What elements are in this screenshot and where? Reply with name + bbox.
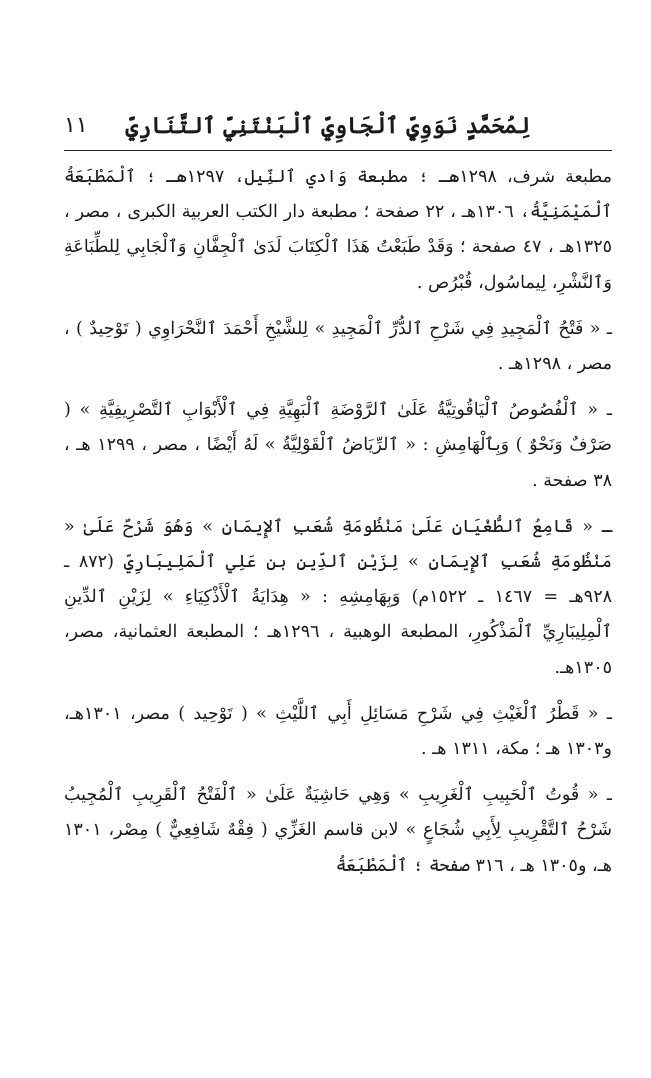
running-header <box>64 108 612 144</box>
bibliography-text <box>64 160 612 884</box>
bibliography-entry: مطبعة شرف، ١٢٩٨هـ ؛ مطبعة وَادي ٱلنِّيل، ١٢٩٧هـ ؛ ٱلْمَطْبَعَةُ ٱلْمَيْمَنِيَّةُ، ١٣٠٦هـ ، ٢٢ صفحة ؛ مطبعة دار الكتب العربية الكبرى ، مصر ، ١٣٢٥هـ ، ٤٧ صفحة ؛ وَقَدْ طَبَعْتُ هَذَا ٱلْكِتَابَ لَدَىٰ ٱلْجِفَّانِ وَٱلْجَابِي لِلطِّبَاعَةِ وَٱلنَّشْرِ، لِيماسُول، قُبْرُص . <box>64 167 612 293</box>
header-rule <box>64 150 612 151</box>
bibliography-entry: ـ « قُوتُ ٱلْحَبِيبِ ٱلْغَرِيبِ » وَهِي حَاشِيَةٌ عَلَىٰ « ٱلْفَتْحُ ٱلْقَرِيبِ ٱلْمُجِيبُ شَرْحُ ٱلتَّقْرِيبِ لِأَبِي شُجَاعٍ » لابن قاسم الغَزِّي ( فِقْهٌ شَافِعِيٌّ ) مِصْر، ١٣٠١ هـ، و١٣٠٥ هـ ، ٣١٦ صفحة ؛ ٱلْمَطْبَعَةُ <box>64 785 612 876</box>
page-number: ١١ <box>64 113 88 138</box>
bibliography-entry: ـ « فَتْحُ ٱلْمَجِيدِ فِي شَرْحِ ٱلدُّرِّ ٱلْمَجِيدِ » لِلشَّيْخِ أَحْمَدَ ٱلنَّحْرَاوِي ( تَوْحِيدٌ ) ، مصر ، ١٢٩٨هـ . <box>64 318 612 375</box>
bibliography-entry: ـ « ٱلْفُصُوصُ ٱلْيَاقُوتِيَّةُ عَلَىٰ ٱلرَّوْضَةِ ٱلْبَهِيَّةِ فِي ٱلْأَبْوَابِ ٱلتَّصْرِيفِيَّةِ » ( صَرْفٌ وَنَحْوٌ ) وَبِٱلْهَامِشِ : « ٱلرِّيَاضُ ٱلْقَوْلِيَّةُ » لَهُ أَيْضًا ، مصر ، ١٢٩٩ هـ ، ٣٨ صفحة . <box>64 400 612 491</box>
running-title: لِمُحَمَّدٍ نَوَوِيٍّ ٱلْجَاوِيِّ ٱلْبَنْتَنِيِّ ٱلتَّنَارِيِّ <box>125 113 530 139</box>
bibliography-entry: ـ « قَامِعُ ٱلطُّغْيَانِ عَلَىٰ مَنْظُومَةِ شُعَبِ ٱلإِيمَانِ » وَهُوَ شَرْحٌ عَلَىٰ « مَنْظُومَةِ شُعَبِ ٱلإِيمَانِ » لِزَيْنِ ٱلدِّينِ بن عَلِي ٱلْمَلِيبَارِيِّ (٨٧٢ ـ ٩٢٨هـ = ١٤٦٧ ـ ١٥٢٢م) وَبِهَامِشِهِ : « هِدَايَةُ ٱلْأَذْكِيَاءِ » لِزَيْنِ ٱلدِّينِ ٱلْمِلِيبَارِيِّ ٱلْمَذْكُورِ، المطبعة الوهبية ، ١٢٩٦هـ ؛ المطبعة العثمانية، مصر، ١٣٠٥هـ. <box>64 516 612 678</box>
bibliography-entry: ـ « قَطْرُ ٱلْغَيْثِ فِي شَرْحِ مَسَائِلِ أَبِي ٱللَّيْثِ » ( تَوْحِيد ) مصر، ١٣٠١هـ، و١٣٠٣ هـ ؛ مكة، ١٣١١ هـ . <box>64 703 612 760</box>
